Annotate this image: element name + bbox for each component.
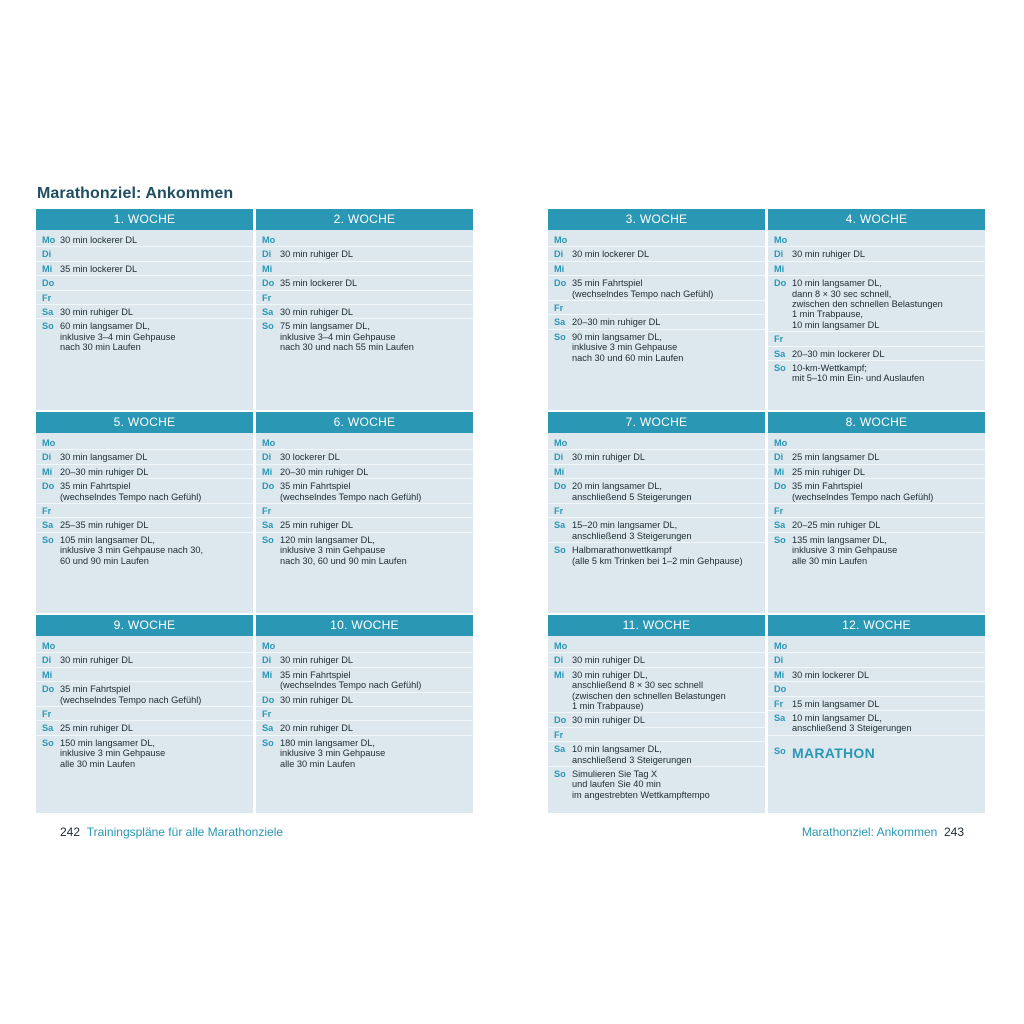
day-abbreviation: So	[774, 745, 786, 756]
day-row	[36, 639, 253, 653]
day-abbreviation: Fr	[554, 506, 564, 517]
day-abbreviation: So	[262, 321, 274, 332]
day-row	[256, 262, 473, 276]
week-box	[768, 209, 985, 410]
day-abbreviation: Mi	[42, 263, 53, 274]
day-abbreviation: Mi	[554, 263, 565, 274]
day-abbreviation: Di	[554, 655, 564, 666]
day-workout: 25 min ruhiger DL	[792, 466, 866, 477]
day-row	[36, 262, 253, 276]
day-abbreviation: Mo	[262, 235, 276, 245]
day-workout	[280, 264, 473, 274]
footer-right-text: Marathonziel: Ankommen	[801, 825, 938, 839]
day-workout: 30 min lockerer DL	[60, 235, 138, 245]
day-row	[256, 504, 473, 518]
day-workout: 135 min langsamer DL, inklusive 3 min Gehpause alle 30 min Laufen	[792, 534, 898, 566]
day-workout	[60, 709, 253, 719]
day-row	[548, 465, 765, 479]
day-abbreviation: Sa	[42, 307, 54, 318]
day-row	[256, 319, 473, 353]
day-workout: 20–30 min ruhiger DL	[572, 317, 661, 328]
day-abbreviation: Do	[774, 278, 787, 289]
day-row	[36, 305, 253, 319]
day-row	[256, 247, 473, 261]
day-abbreviation: Fr	[554, 729, 564, 740]
day-abbreviation: Fr	[42, 292, 52, 303]
day-abbreviation: Di	[42, 655, 52, 666]
day-workout: Simulieren Sie Tag X und laufen Sie 40 min im angestrebten Wettkampftempo	[572, 769, 710, 800]
day-abbreviation: So	[262, 534, 274, 545]
day-row	[256, 736, 473, 770]
day-workout	[572, 641, 765, 651]
day-workout	[60, 278, 253, 288]
day-workout	[792, 334, 985, 344]
day-workout: 30 min ruhiger DL	[280, 307, 354, 318]
day-workout: 30 min ruhiger DL	[572, 655, 646, 666]
day-row	[548, 262, 765, 276]
week-header: 10. WOCHE	[256, 615, 473, 636]
day-row	[768, 518, 985, 532]
day-abbreviation: Di	[774, 452, 784, 463]
day-abbreviation: Fr	[774, 334, 784, 345]
day-row	[36, 450, 253, 464]
day-workout: 10 min langsamer DL, anschließend 3 Steigerungen	[572, 744, 692, 765]
day-row	[256, 721, 473, 735]
day-workout	[60, 670, 253, 680]
day-row	[768, 276, 985, 332]
day-abbreviation: Di	[42, 452, 52, 463]
week-box	[36, 412, 253, 613]
day-list	[256, 230, 473, 354]
day-abbreviation: Fr	[554, 303, 564, 314]
day-abbreviation: Sa	[774, 520, 786, 531]
day-workout: 20 min langsamer DL, anschließend 5 Steigerungen	[572, 481, 692, 502]
marathon-label: MARATHON	[792, 744, 876, 761]
day-abbreviation: Mo	[774, 235, 788, 245]
day-workout: 30 lockerer DL	[280, 452, 340, 463]
week-header: 5. WOCHE	[36, 412, 253, 433]
day-row	[768, 479, 985, 504]
day-list	[256, 636, 473, 770]
day-workout: 20 min ruhiger DL	[280, 723, 354, 734]
day-row	[256, 436, 473, 450]
day-abbreviation: Do	[774, 684, 787, 695]
day-abbreviation: So	[262, 737, 274, 748]
day-row	[768, 711, 985, 736]
day-workout: 35 min Fahrtspiel (wechselndes Tempo nach Gefühl)	[60, 481, 202, 502]
day-list	[548, 433, 765, 567]
day-row	[768, 682, 985, 696]
page-title: Marathonziel: Ankommen	[37, 185, 234, 202]
day-workout: 30 min ruhiger DL	[280, 249, 354, 260]
day-workout: 20–30 min lockerer DL	[792, 348, 885, 359]
day-row	[768, 361, 985, 385]
day-abbreviation: So	[554, 769, 566, 780]
day-workout	[792, 655, 985, 665]
day-list	[36, 636, 253, 770]
day-row	[548, 315, 765, 329]
day-abbreviation: So	[42, 534, 54, 545]
day-row	[548, 301, 765, 315]
day-row	[36, 682, 253, 707]
day-workout	[60, 249, 253, 259]
day-row	[548, 728, 765, 742]
day-list	[36, 433, 253, 567]
day-workout	[572, 730, 765, 740]
day-abbreviation: Di	[774, 249, 784, 260]
day-abbreviation: Mi	[42, 669, 53, 680]
day-abbreviation: Sa	[774, 348, 786, 359]
day-abbreviation: So	[554, 545, 566, 556]
day-row	[548, 639, 765, 653]
day-abbreviation: Mo	[554, 235, 568, 245]
day-abbreviation: Do	[262, 481, 275, 492]
day-row	[36, 291, 253, 305]
day-abbreviation: Mo	[554, 641, 568, 651]
day-workout: 20–30 min ruhiger DL	[60, 466, 149, 477]
day-abbreviation: Do	[774, 481, 787, 492]
day-row	[256, 291, 473, 305]
footer-left	[60, 825, 283, 839]
day-workout	[572, 506, 765, 516]
week-header: 1. WOCHE	[36, 209, 253, 230]
day-row	[36, 479, 253, 504]
day-row	[768, 262, 985, 276]
week-box	[548, 209, 765, 410]
day-row	[36, 276, 253, 290]
day-workout	[572, 467, 765, 477]
day-workout: 20–30 min ruhiger DL	[280, 466, 369, 477]
day-abbreviation: Mi	[774, 466, 785, 477]
day-abbreviation: Mi	[262, 669, 273, 680]
day-row	[36, 465, 253, 479]
day-row	[256, 653, 473, 667]
week-box	[36, 615, 253, 813]
day-row	[256, 707, 473, 721]
day-abbreviation: Di	[42, 249, 52, 260]
day-row	[768, 697, 985, 711]
week-box	[548, 615, 765, 813]
day-workout: 30 min lockerer DL	[792, 669, 870, 680]
day-abbreviation: Fr	[42, 506, 52, 517]
day-row	[36, 736, 253, 770]
day-row	[548, 436, 765, 450]
day-row	[36, 247, 253, 261]
day-row	[768, 247, 985, 261]
day-abbreviation: Mo	[774, 641, 788, 651]
day-workout: 30 min ruhiger DL	[792, 249, 866, 260]
day-abbreviation: So	[42, 737, 54, 748]
day-workout: 30 min langsamer DL	[60, 452, 148, 463]
day-workout: 30 min ruhiger DL	[60, 307, 134, 318]
day-row	[36, 436, 253, 450]
day-workout	[280, 506, 473, 516]
day-row	[256, 639, 473, 653]
day-row	[548, 233, 765, 247]
week-box	[256, 615, 473, 813]
day-abbreviation: Do	[554, 715, 567, 726]
day-workout: Halbmarathonwettkampf (alle 5 km Trinken bei 1–2 min Gehpause)	[572, 545, 743, 566]
week-box	[256, 209, 473, 410]
week-header: 2. WOCHE	[256, 209, 473, 230]
day-row	[768, 533, 985, 567]
day-row	[256, 479, 473, 504]
day-row	[256, 668, 473, 693]
day-row	[548, 668, 765, 714]
day-row	[256, 450, 473, 464]
day-abbreviation: Di	[262, 452, 272, 463]
day-list	[768, 433, 985, 567]
day-workout: 180 min langsamer DL, inklusive 3 min Gehpause alle 30 min Laufen	[280, 737, 386, 769]
day-workout: 15–20 min langsamer DL, anschließend 3 Steigerungen	[572, 520, 692, 541]
day-abbreviation: Sa	[262, 520, 274, 531]
week-header: 6. WOCHE	[256, 412, 473, 433]
day-row	[256, 693, 473, 707]
day-workout: 25 min langsamer DL	[792, 452, 880, 463]
day-workout	[280, 293, 473, 303]
day-workout: 35 min lockerer DL	[280, 278, 358, 289]
day-list	[548, 230, 765, 364]
day-abbreviation: So	[42, 321, 54, 332]
day-row	[36, 707, 253, 721]
week-box	[768, 412, 985, 613]
day-workout	[572, 303, 765, 313]
day-row	[256, 533, 473, 567]
day-workout	[60, 293, 253, 303]
day-abbreviation: Mo	[554, 438, 568, 448]
day-workout: 10 min langsamer DL, dann 8 × 30 sec schnell, zwischen den schnellen Belastungen 1 min Trabpause, 10 min langsamer DL	[792, 278, 943, 330]
day-abbreviation: Mo	[42, 641, 56, 651]
day-workout	[792, 438, 985, 448]
day-row	[548, 450, 765, 464]
day-row	[548, 543, 765, 567]
day-row	[36, 653, 253, 667]
day-workout: 75 min langsamer DL, inklusive 3–4 min Gehpause nach 30 und nach 55 min Laufen	[280, 321, 414, 353]
day-abbreviation: Sa	[42, 723, 54, 734]
day-workout	[792, 235, 985, 245]
day-row	[548, 767, 765, 801]
day-workout: 20–25 min ruhiger DL	[792, 520, 881, 531]
day-row	[256, 276, 473, 290]
day-workout: 25–35 min ruhiger DL	[60, 520, 149, 531]
day-row	[36, 319, 253, 353]
day-row	[548, 518, 765, 543]
day-row	[548, 330, 765, 364]
day-workout: 10 min langsamer DL, anschließend 3 Steigerungen	[792, 713, 912, 734]
week-box	[548, 412, 765, 613]
week-header: 7. WOCHE	[548, 412, 765, 433]
day-workout	[280, 709, 473, 719]
day-workout	[572, 264, 765, 274]
day-row	[548, 504, 765, 518]
day-abbreviation: Fr	[262, 292, 272, 303]
day-abbreviation: Di	[774, 655, 784, 666]
day-workout	[792, 506, 985, 516]
page-number-left: 242	[60, 825, 81, 839]
day-abbreviation: Mo	[262, 438, 276, 448]
day-abbreviation: Do	[42, 481, 55, 492]
day-workout: 35 min Fahrtspiel (wechselndes Tempo nach Gefühl)	[280, 481, 422, 502]
day-abbreviation: Mi	[262, 466, 273, 477]
day-abbreviation: Do	[42, 684, 55, 695]
day-workout	[280, 235, 473, 245]
day-abbreviation: Sa	[262, 307, 274, 318]
day-abbreviation: Sa	[554, 520, 566, 531]
day-workout: 25 min ruhiger DL	[280, 520, 354, 531]
day-workout: 105 min langsamer DL, inklusive 3 min Gehpause nach 30, 60 und 90 min Laufen	[60, 534, 204, 566]
day-workout: 10-km-Wettkampf; mit 5–10 min Ein- und Auslaufen	[792, 363, 925, 384]
day-workout	[792, 264, 985, 274]
day-abbreviation: Fr	[262, 506, 272, 517]
day-workout: 30 min lockerer DL	[572, 249, 650, 260]
day-workout: 35 min Fahrtspiel (wechselndes Tempo nach Gefühl)	[60, 684, 202, 705]
day-abbreviation: Mi	[262, 263, 273, 274]
day-workout	[572, 235, 765, 245]
week-header: 9. WOCHE	[36, 615, 253, 636]
day-row	[548, 653, 765, 667]
day-abbreviation: So	[774, 363, 786, 374]
day-row	[768, 332, 985, 346]
day-workout	[60, 641, 253, 651]
day-workout: 15 min langsamer DL	[792, 698, 880, 709]
day-row	[768, 639, 985, 653]
day-row	[548, 713, 765, 727]
day-row	[548, 742, 765, 767]
day-abbreviation: Do	[42, 278, 55, 289]
day-workout: 30 min ruhiger DL	[572, 452, 646, 463]
week-header: 8. WOCHE	[768, 412, 985, 433]
day-abbreviation: Do	[554, 481, 567, 492]
day-workout	[792, 684, 985, 694]
day-list	[256, 433, 473, 567]
week-box	[768, 615, 985, 813]
day-abbreviation: Fr	[774, 506, 784, 517]
day-row	[548, 479, 765, 504]
day-row	[36, 721, 253, 735]
footer-left-text: Trainingspläne für alle Marathonziele	[86, 825, 284, 839]
day-abbreviation: Do	[262, 694, 275, 705]
week-box	[256, 412, 473, 613]
day-list	[768, 636, 985, 761]
day-row	[256, 518, 473, 532]
week-header: 11. WOCHE	[548, 615, 765, 636]
day-workout: 30 min ruhiger DL, anschließend 8 × 30 sec schnell (zwischen den schnellen Belastungen 1 min Trabpause)	[572, 669, 726, 712]
day-list	[548, 636, 765, 801]
day-workout	[280, 641, 473, 651]
day-workout: 60 min langsamer DL, inklusive 3–4 min Gehpause nach 30 min Laufen	[60, 321, 176, 353]
day-abbreviation: Mo	[42, 438, 56, 448]
day-row	[768, 736, 985, 761]
day-workout	[280, 438, 473, 448]
day-abbreviation: Do	[554, 278, 567, 289]
day-workout: 30 min ruhiger DL	[60, 655, 134, 666]
day-row	[256, 465, 473, 479]
week-header: 12. WOCHE	[768, 615, 985, 636]
day-abbreviation: Di	[262, 249, 272, 260]
day-abbreviation: Mi	[774, 669, 785, 680]
day-abbreviation: Di	[554, 249, 564, 260]
day-abbreviation: So	[774, 534, 786, 545]
page-number-right: 243	[943, 825, 964, 839]
day-row	[768, 233, 985, 247]
day-abbreviation: Do	[262, 278, 275, 289]
day-row	[36, 233, 253, 247]
day-abbreviation: Mi	[554, 669, 565, 680]
day-abbreviation: Sa	[554, 317, 566, 328]
day-abbreviation: Mo	[42, 235, 56, 245]
day-abbreviation: Sa	[42, 520, 54, 531]
day-abbreviation: Mi	[42, 466, 53, 477]
day-abbreviation: Fr	[42, 709, 52, 720]
day-workout: 35 min Fahrtspiel (wechselndes Tempo nach Gefühl)	[280, 669, 422, 691]
day-abbreviation: Di	[262, 655, 272, 666]
day-row	[768, 668, 985, 682]
day-row	[768, 347, 985, 361]
day-workout: 90 min langsamer DL, inklusive 3 min Gehpause nach 30 und 60 min Laufen	[572, 331, 684, 363]
day-row	[768, 450, 985, 464]
day-row	[36, 533, 253, 567]
day-workout: 30 min ruhiger DL	[572, 715, 646, 726]
day-abbreviation: Sa	[774, 713, 786, 724]
day-workout: 30 min ruhiger DL	[280, 655, 354, 666]
day-row	[548, 247, 765, 261]
day-abbreviation: So	[554, 331, 566, 342]
day-workout: 35 min Fahrtspiel (wechselndes Tempo nach Gefühl)	[572, 278, 714, 299]
day-abbreviation: Di	[554, 452, 564, 463]
day-row	[36, 518, 253, 532]
day-abbreviation: Mo	[262, 641, 276, 651]
day-workout: 150 min langsamer DL, inklusive 3 min Gehpause alle 30 min Laufen	[60, 737, 166, 769]
day-abbreviation: Mi	[774, 263, 785, 274]
day-abbreviation: Fr	[774, 698, 784, 709]
day-list	[768, 230, 985, 385]
day-workout	[60, 506, 253, 516]
day-row	[256, 233, 473, 247]
day-workout: 35 min Fahrtspiel (wechselndes Tempo nach Gefühl)	[792, 481, 934, 502]
day-row	[768, 653, 985, 667]
day-row	[768, 465, 985, 479]
day-workout	[792, 641, 985, 651]
day-workout	[60, 438, 253, 448]
day-abbreviation: Mo	[774, 438, 788, 448]
day-abbreviation: Sa	[262, 723, 274, 734]
day-abbreviation: Fr	[262, 709, 272, 720]
day-row	[36, 668, 253, 682]
week-header: 3. WOCHE	[548, 209, 765, 230]
footer-right	[802, 825, 964, 839]
day-workout: 25 min ruhiger DL	[60, 723, 134, 734]
day-row	[36, 504, 253, 518]
day-workout: 35 min lockerer DL	[60, 263, 138, 274]
day-row	[548, 276, 765, 301]
day-workout	[572, 438, 765, 448]
day-abbreviation: Sa	[554, 744, 566, 755]
day-row	[768, 436, 985, 450]
day-abbreviation: Mi	[554, 466, 565, 477]
day-row	[768, 504, 985, 518]
day-list	[36, 230, 253, 354]
day-workout: 30 min ruhiger DL	[280, 694, 354, 705]
week-header: 4. WOCHE	[768, 209, 985, 230]
week-box	[36, 209, 253, 410]
day-workout: 120 min langsamer DL, inklusive 3 min Gehpause nach 30, 60 und 90 min Laufen	[280, 534, 407, 566]
day-row	[256, 305, 473, 319]
